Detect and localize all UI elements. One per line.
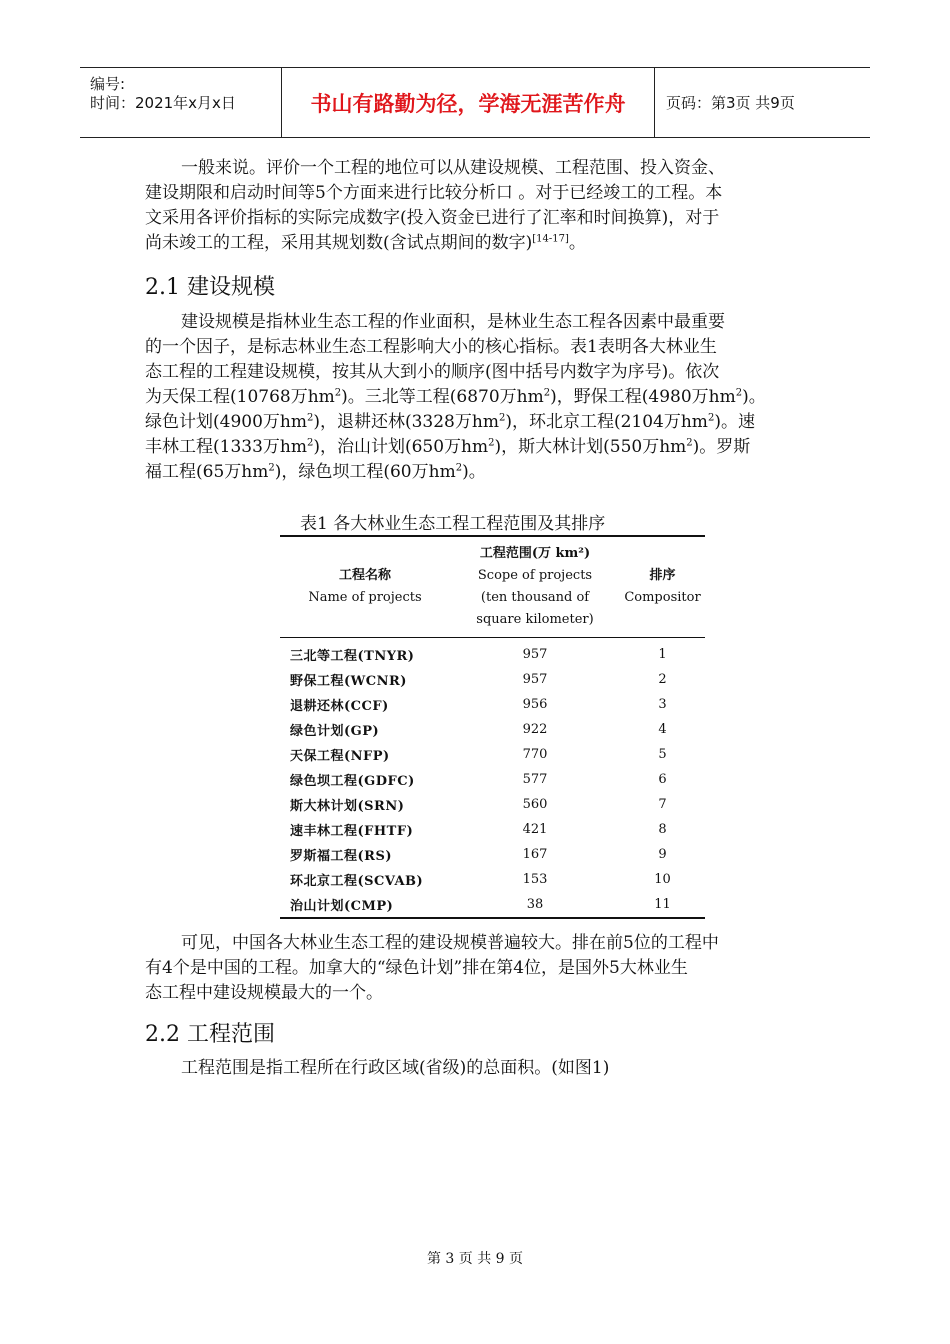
sup-2: 2 [306,437,314,449]
rank-cell: 7 [658,797,667,812]
project-name-cell: 治山计划(CMP) [290,899,394,914]
rank-cell: 6 [658,772,667,787]
header-name-en: Name of projects [308,590,422,605]
header-rank-zh: 排序 [649,568,676,583]
scale-line-4a: 为天保工程(10768万hm [145,387,335,407]
header-scope [450,536,620,638]
sup-2: 2 [498,412,506,424]
scale-line-1: 建设规模是指林业生态工程的作业面积，是林业生态工程各因素中最重要 [181,312,725,332]
scale-line-7b: )，绿色坝工程(60万hm [274,462,456,482]
table-row [280,717,705,742]
scale-line-7a: 福工程(65万hm [145,462,269,482]
table-row [280,842,705,867]
header-meta-cell [80,68,282,137]
project-name-cell: 天保工程(NFP) [290,749,390,764]
page-footer: 第 3 页 共 9 页 [426,1251,524,1267]
scale-line-6b: )，治山计划(650万hm [313,437,489,457]
scale-line-7c: )。 [462,462,486,482]
intro-line-3: 文采用各评价指标的实际完成数字(投入资金已进行了汇率和时间换算)，对于 [145,208,720,228]
intro-line-4: 尚未竣工的工程，采用其规划数(含试点期间的数字) [145,233,533,253]
rank-cell: 2 [658,672,667,687]
scope-cell: 167 [522,847,548,862]
project-name-cell: 罗斯福工程(RS) [290,849,392,864]
sup-2: 2 [543,387,551,399]
scale-line-5a: 绿色计划(4900万hm [145,412,307,432]
scope-cell: 770 [522,747,548,762]
conclusion-line-3: 态工程中建设规模最大的一个。 [145,983,383,1003]
scope-cell: 560 [522,797,548,812]
header-scope-en1: Scope of projects [477,568,593,583]
sup-2: 2 [735,387,743,399]
table-row [280,767,705,792]
conclusion-paragraph [145,931,805,1006]
header-rank-en: Compositor [624,590,701,605]
scope-paragraph [145,1056,805,1081]
rank-cell: 11 [654,897,671,912]
scope-cell: 956 [522,697,548,712]
sup-2: 2 [306,412,314,424]
project-name-cell: 速丰林工程(FHTF) [290,824,414,839]
project-name-cell: 绿色计划(GP) [290,724,380,739]
scale-line-6c: )，斯大林计划(550万hm [494,437,687,457]
page-label: 页码：第3页 共9页 [666,94,795,112]
scale-line-4d: )。 [742,387,766,407]
scale-line-4c: )，野保工程(4980万hm [550,387,736,407]
project-name-cell: 野保工程(WCNR) [290,674,407,689]
intro-end: 。 [568,233,586,253]
section-2-2-title: 2.2 工程范围 [145,1022,275,1047]
rank-cell: 5 [658,747,667,762]
rank-cell: 3 [658,697,667,712]
motto: 书山有路勤为径，学海无涯苦作舟 [282,68,655,137]
scale-line-3: 态工程的工程建设规模，按其从大到小的顺序(图中括号内数字为序号)。依次 [145,362,720,382]
table-row [280,667,705,692]
table-caption: 表1 各大林业生态工程工程范围及其排序 [300,514,606,534]
scope-line: 工程范围是指工程所在行政区域(省级)的总面积。(如图1) [181,1058,610,1078]
table-row [280,892,705,918]
scale-line-5c: )，环北京工程(2104万hm [505,412,708,432]
conclusion-line-2: 有4个是中国的工程。加拿大的“绿色计划”排在第4位，是国外5大林业生 [145,958,688,978]
project-name-cell: 绿色坝工程(GDFC) [290,774,415,789]
rank-cell: 8 [658,822,667,837]
table-row [280,817,705,842]
header-scope-en2: (ten thousand of [480,590,590,605]
number-label: 编号: [90,75,126,93]
scale-line-6a: 丰林工程(1333万hm [145,437,307,457]
project-name-cell: 斯大林计划(SRN) [290,799,405,814]
project-name-cell: 三北等工程(TNYR) [290,649,415,664]
header-rank [620,536,705,638]
scope-cell: 922 [522,722,548,737]
scale-line-5b: )，退耕还林(3328万hm [313,412,499,432]
projects-table [280,535,705,919]
sup-2: 2 [268,462,275,474]
project-name-cell: 环北京工程(SCVAB) [290,874,424,889]
scope-cell: 577 [522,772,548,787]
table-row [280,742,705,767]
header-scope-en3: square kilometer) [476,612,594,627]
time-label: 时间：2021年x月x日 [90,94,236,112]
sup-2: 2 [686,437,693,449]
table-row [280,867,705,892]
intro-line-1: 一般来说。评价一个工程的地位可以从建设规模、工程范围、投入资金、 [181,158,725,178]
header-name-zh: 工程名称 [338,568,391,583]
header-name [280,536,450,638]
scope-cell: 957 [522,672,548,687]
citation: [14-17] [532,233,569,245]
header-scope-zh: 工程范围(万 km²) [479,546,591,561]
table-header-row [280,536,705,638]
rank-cell: 1 [658,647,667,662]
scope-cell: 957 [522,647,548,662]
section-2-1-title: 2.1 建设规模 [145,275,275,300]
sup-2: 2 [455,462,463,474]
sup-2: 2 [334,387,342,399]
rank-cell: 9 [658,847,667,862]
sup-2: 2 [707,412,715,424]
scope-cell: 421 [522,822,548,837]
conclusion-line-1: 可见，中国各大林业生态工程的建设规模普遍较大。排在前5位的工程中 [181,933,719,953]
scale-line-4b: )。三北等工程(6870万hm [341,387,544,407]
sup-2: 2 [488,437,495,449]
page-header [80,67,870,138]
intro-paragraph [145,156,805,256]
scale-paragraph [145,310,805,485]
table-row [280,638,705,668]
table-row [280,692,705,717]
project-name-cell: 退耕还林(CCF) [290,699,389,714]
scale-line-2: 的一个因子，是标志林业生态工程影响大小的核心指标。表1表明各大林业生 [145,337,717,357]
scope-cell: 38 [526,897,544,912]
table-row [280,792,705,817]
rank-cell: 4 [658,722,667,737]
intro-line-2: 建设期限和启动时间等5个方面来进行比较分析口 。对于已经竣工的工程。本 [145,183,723,203]
scale-line-5d: )。速 [714,412,755,432]
scope-cell: 153 [522,872,548,887]
rank-cell: 10 [654,872,671,887]
scale-line-6d: )。罗斯 [692,437,751,457]
